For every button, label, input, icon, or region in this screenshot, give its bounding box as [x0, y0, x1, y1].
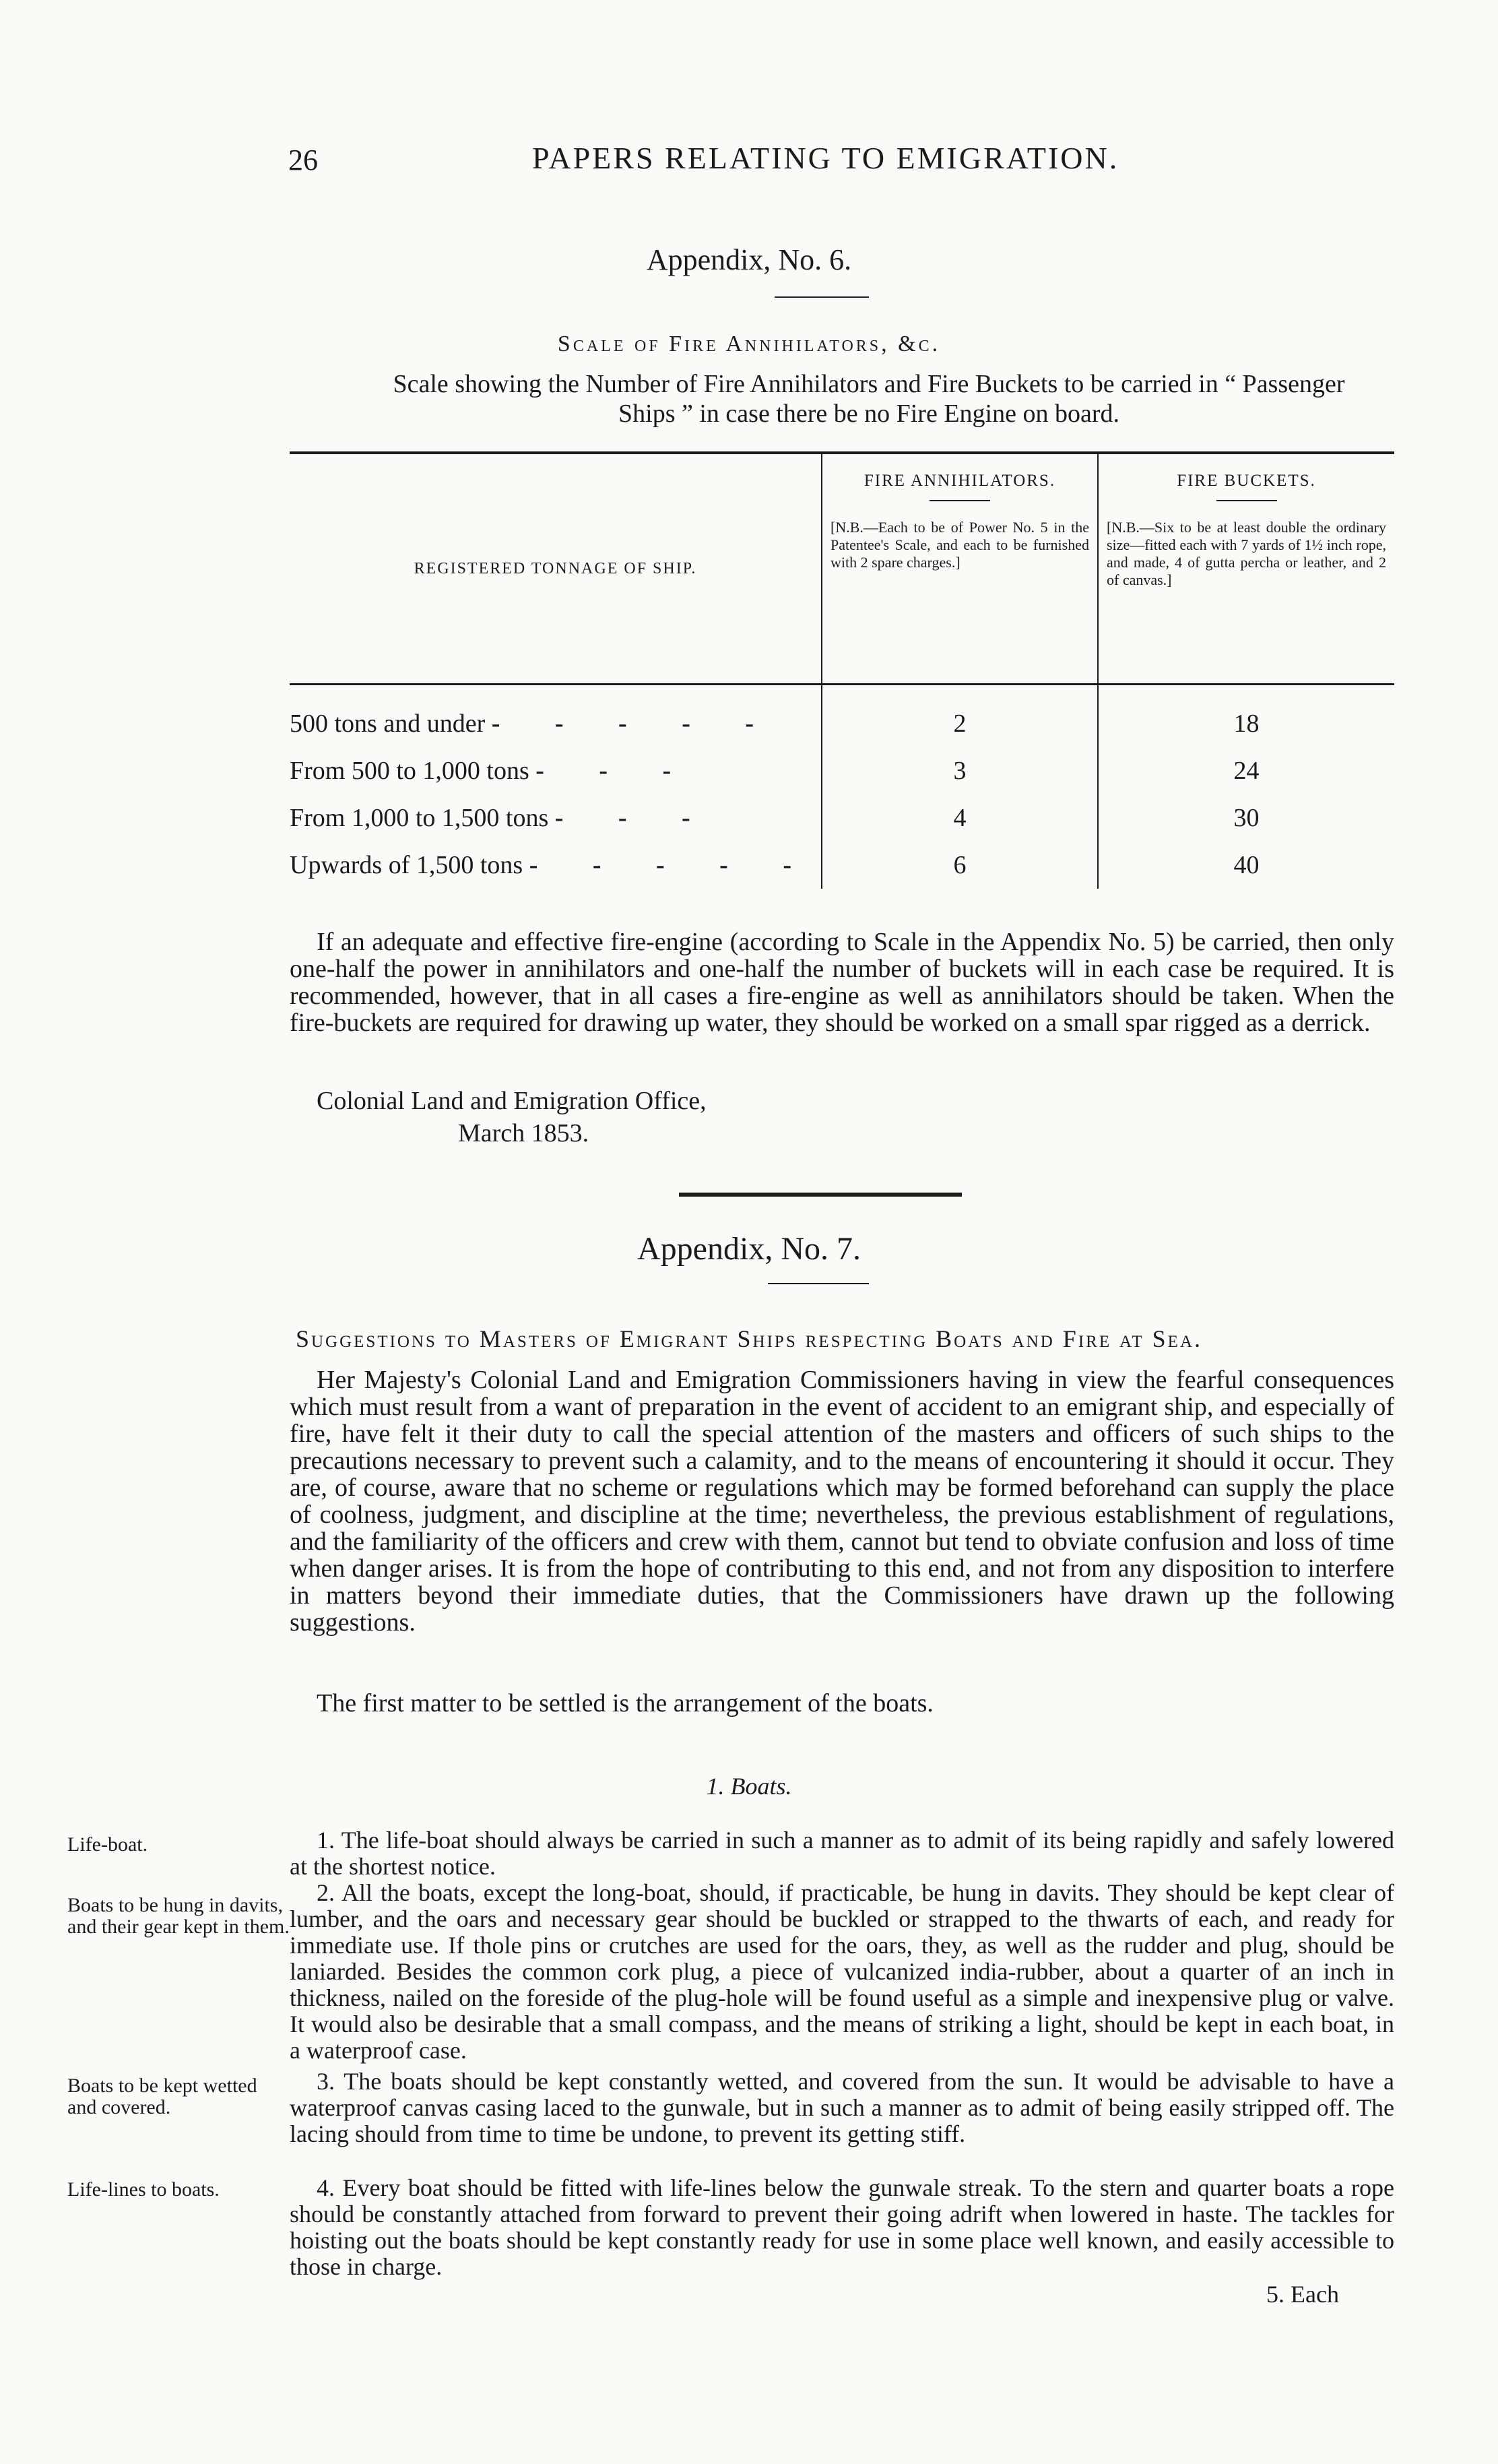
buckets-cell: 18 [1098, 700, 1394, 747]
tonnage-cell: 500 tons and under [290, 709, 486, 738]
signature-office: Colonial Land and Emigration Office, [317, 1087, 707, 1115]
annihilators-header: FIRE ANNIHILATORS. [864, 472, 1056, 490]
buckets-cell: 40 [1098, 842, 1394, 889]
buckets-note: [N.B.—Six to be at least double the ordinary size—fitted each with 7 yards of 1½ inch rope, and made, 4 of gutta percha or leather, and 2 of canvas.] [1107, 519, 1386, 588]
title-rule [768, 1283, 869, 1284]
buckets-cell: 24 [1098, 747, 1394, 794]
table-header-row [290, 453, 1394, 685]
page-number: 26 [288, 144, 318, 177]
first-matter-paragraph: The first matter to be settled is the arrangement of the boats. [317, 1689, 934, 1717]
appendix-6-title: Appendix, No. 6. [646, 243, 852, 276]
boats-item: 3. The boats should be kept constantly wetted, and covered from the sun. It would be advisable to have a waterproof canvas casing laced to the gunwale, but in such a manner as to admit of being easily stripped off. The lacing should from time to time be undone, to prevent its getting stiff. [290, 2068, 1394, 2147]
buckets-header: FIRE BUCKETS. [1177, 472, 1316, 490]
margin-note: Life-boat. [67, 1833, 148, 1856]
boats-item: 4. Every boat should be fitted with life-lines below the gunwale streak. To the stern and quarter boats a rope should be constantly attached from forward to prevent their going adrift when lowered in haste. The tackles for hoisting out the boats should be kept constantly ready for use in some place well known, and easily accessible to those in charge. [290, 2174, 1394, 2280]
leader-dashes: - - - [535, 757, 696, 785]
annihilators-cell: 4 [822, 794, 1098, 842]
table-row [290, 700, 1394, 747]
title-rule [775, 296, 869, 298]
table-row [290, 794, 1394, 842]
leader-dashes: - - - [554, 804, 715, 832]
tonnage-cell: From 1,000 to 1,500 tons [290, 804, 549, 832]
signature-date: March 1853. [458, 1119, 589, 1147]
buckets-cell: 30 [1098, 794, 1394, 842]
section-separator [679, 1193, 962, 1197]
table-row [290, 747, 1394, 794]
appendix-7-title: Appendix, No. 7. [637, 1231, 861, 1267]
leader-dashes: - - - - - [491, 709, 779, 738]
boats-section-title: 1. Boats. [706, 1773, 792, 1800]
margin-note: Boats to be kept wetted and covered. [67, 2075, 257, 2118]
leader-dashes: - - - - - [529, 851, 816, 879]
margin-note: Life-lines to boats. [67, 2178, 220, 2201]
tonnage-cell: Upwards of 1,500 tons [290, 851, 523, 879]
annihilators-note: [N.B.—Each to be of Power No. 5 in the Patentee's Scale, and each to be furnished with 2 spare charges.] [831, 519, 1089, 571]
table-row [290, 842, 1394, 889]
boats-item: 1. The life-boat should always be carried in such a manner as to admit of its being rapidly and safely lowered at the shortest notice. [290, 1827, 1394, 1880]
tonnage-header: REGISTERED TONNAGE OF SHIP. [414, 559, 697, 577]
annihilators-cell: 6 [822, 842, 1098, 889]
header-underline [1216, 500, 1277, 501]
fire-scale-table [290, 451, 1394, 889]
tonnage-cell: From 500 to 1,000 tons [290, 757, 529, 785]
fire-engine-paragraph: If an adequate and effective fire-engine (according to Scale in the Appendix No. 5) be carried, then only one-half the power in annihilators and one-half the number of buckets will in each case be required. It is recommended, however, that in all cases a fire-engine as well as annihilators should be taken. When the fire-buckets are required for drawing up water, they should be worked on a small spar rigged as a derrick. [290, 928, 1394, 1037]
header-underline [930, 500, 990, 501]
scale-subtitle: Scale showing the Number of Fire Annihilators and Fire Buckets to be carried in “ Passenger Ships ” in case there be no Fire Engine on board. [393, 370, 1345, 428]
catchword: 5. Each [1266, 2281, 1339, 2308]
margin-note: Boats to be hung in davits, and their gear kept in them. [67, 1894, 290, 1938]
running-title: PAPERS RELATING TO EMIGRATION. [532, 141, 1119, 175]
annihilators-cell: 3 [822, 747, 1098, 794]
scale-title: Scale of Fire Annihilators, &c. [557, 331, 941, 356]
intro-paragraph: Her Majesty's Colonial Land and Emigration Commissioners having in view the fearful consequences which must result from a want of preparation in the event of accident to an emigrant ship, and especially of fire, have felt it their duty to call the special attention of the masters and officers of such ships to the precautions necessary to prevent such a calamity, and to the means of encountering it should it occur. They are, of course, aware that no scheme or regulations which may be formed beforehand can supply the place of coolness, judgment, and discipline at the time; nevertheless, the previous establishment of regulations, and the familiarity of the officers and crew with them, cannot but tend to obviate confusion and loss of time when danger arises. It is from the hope of contributing to this end, and not from any disposition to interfere in matters beyond their immediate duties, that the Commissioners have drawn up the following suggestions. [290, 1366, 1394, 1637]
suggestions-title: Suggestions to Masters of Emigrant Ships respecting Boats and Fire at Sea. [295, 1325, 1203, 1352]
annihilators-cell: 2 [822, 700, 1098, 747]
boats-item: 2. All the boats, except the long-boat, should, if practicable, be hung in davits. They should be kept clear of lumber, and the oars and necessary gear should be buckled or strapped to the thwarts of each, and ready for immediate use. If thole pins or crutches are used for the oars, they, as well as the rudder and plug, should be laniarded. Besides the common cork plug, a piece of vulcanized india-rubber, about a quarter of an inch in thickness, nailed on the foreside of the plug-hole will be found useful as a simple and inexpensive plug or valve. It would also be desirable that a small compass, and the means of striking a light, should be kept in each boat, in a waterproof case. [290, 1879, 1394, 2064]
